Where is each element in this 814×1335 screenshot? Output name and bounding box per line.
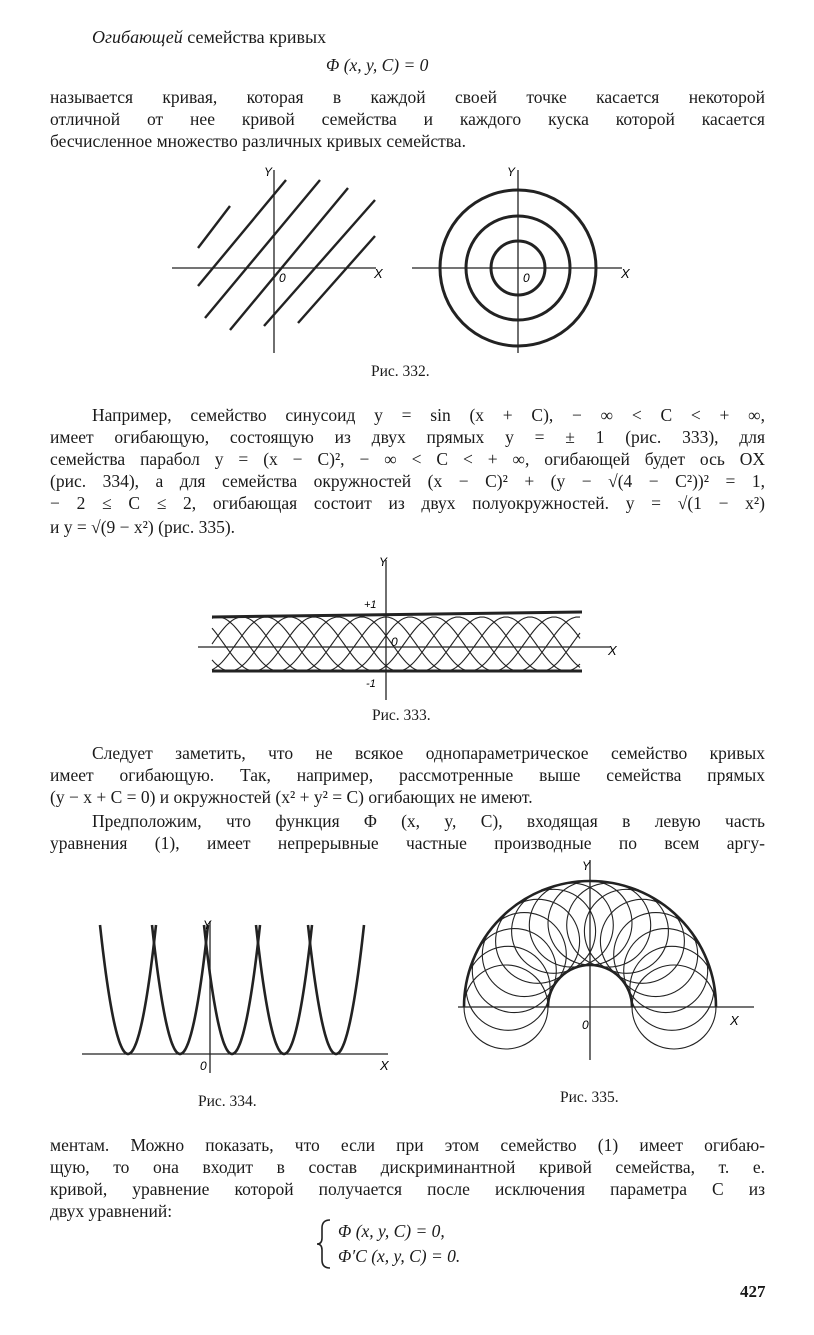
para4-line2: уравнения (1), имеет непрерывные частные производные по всем аргу-	[50, 833, 765, 853]
para2-line6: и y = √(9 − x²) (рис. 335).	[50, 517, 236, 537]
title-rest: семейства кривых	[187, 27, 327, 47]
fig332b-y-label: Y	[507, 165, 516, 179]
fig332-caption: Рис. 332.	[371, 363, 430, 380]
section-title	[92, 26, 326, 48]
para3-line3: (y − x + C = 0) и окружностей (x² + y² = C) огибающих не имеют.	[50, 787, 533, 807]
fig333-caption: Рис. 333.	[372, 707, 431, 724]
family-circle	[567, 883, 651, 967]
parabola-curve	[100, 925, 156, 1054]
para3-line2: имеет огибающую. Так, например, рассмотренные выше семейства прямых	[50, 765, 765, 785]
figure-334	[76, 915, 396, 1075]
figure-332	[160, 158, 660, 358]
family-circle	[630, 946, 714, 1030]
fig332a-x-label: X	[374, 266, 383, 281]
fig335-origin: 0	[582, 1018, 589, 1032]
fig334-caption: Рис. 334.	[198, 1093, 257, 1110]
para5-line2: щую, то она входит в состав дискриминантной кривой семейства, т. е.	[50, 1157, 765, 1177]
fig335-y-label: Y	[582, 859, 591, 873]
fig334-x-label: X	[380, 1058, 389, 1073]
para2-line5: − 2 ≤ C ≤ 2, огибающая состоит из двух полуокружностей. y = √(1 − x²)	[50, 493, 765, 513]
para2-line4: (рис. 334), а для семейства окружностей (x − C)² + (y − √(4 − C²))² = 1,	[50, 471, 765, 491]
fig333-y-label: Y	[379, 555, 388, 569]
family-circle	[466, 946, 550, 1030]
parabola-curve	[308, 925, 364, 1054]
para5-line1: ментам. Можно показать, что если при этом семейство (1) имеет огибаю-	[50, 1135, 765, 1155]
system-brace	[316, 1218, 336, 1270]
fig332a-y-label: Y	[264, 165, 273, 179]
fig332b-x-label: X	[621, 266, 630, 281]
fig332b-origin: 0	[523, 271, 530, 285]
parabola-curve	[256, 925, 312, 1054]
para3-line1: Следует заметить, что не всякое однопараметрическое семейство кривых	[92, 743, 765, 763]
para1-line1: называется кривая, которая в каждой своей точке касается некоторой	[50, 87, 765, 107]
figure-335	[454, 856, 774, 1066]
para4-line1: Предположим, что функция Φ (x, y, C), входящая в левую часть	[92, 811, 765, 831]
figure-333	[190, 552, 630, 702]
fig335-caption: Рис. 335.	[560, 1089, 619, 1106]
fig333-plus-one: +1	[364, 599, 377, 611]
para2-line3: семейства парабол y = (x − C)², − ∞ < C < + ∞, огибающей будет ось OX	[50, 449, 765, 469]
fig333-minus-one: -1	[366, 678, 376, 690]
para2-line1: Например, семейство синусоид y = sin (x + C), − ∞ < C < + ∞,	[92, 405, 765, 425]
parabola-curve	[152, 925, 208, 1054]
para5-line3: кривой, уравнение которой получается после исключения параметра C из	[50, 1179, 765, 1199]
system-eq1: Φ (x, y, C) = 0,	[338, 1221, 445, 1241]
para1-line2: отличной от нее кривой семейства и каждого куска которой касается	[50, 109, 765, 129]
para2-line2: имеет огибающую, состоящую из двух прямых y = ± 1 (рис. 333), для	[50, 427, 765, 447]
fig334-origin: 0	[200, 1059, 207, 1073]
fig333-x-label: X	[608, 643, 617, 658]
para1-line3: бесчисленное множество различных кривых семейства.	[50, 131, 466, 151]
title-italic: Огибающей	[92, 27, 183, 47]
system-eq2: Φ′C (x, y, C) = 0.	[338, 1246, 461, 1266]
para5-line4: двух уравнений:	[50, 1201, 173, 1221]
main-equation: Φ (x, y, C) = 0	[326, 55, 429, 75]
page-number: 427	[740, 1282, 766, 1301]
fig332a-origin: 0	[279, 271, 286, 285]
family-circle	[529, 883, 613, 967]
fig333-origin: 0	[391, 635, 398, 649]
parabola-curve	[204, 925, 260, 1054]
fig335-x-label: X	[730, 1013, 739, 1028]
fig334-y-label: Y	[203, 918, 212, 932]
